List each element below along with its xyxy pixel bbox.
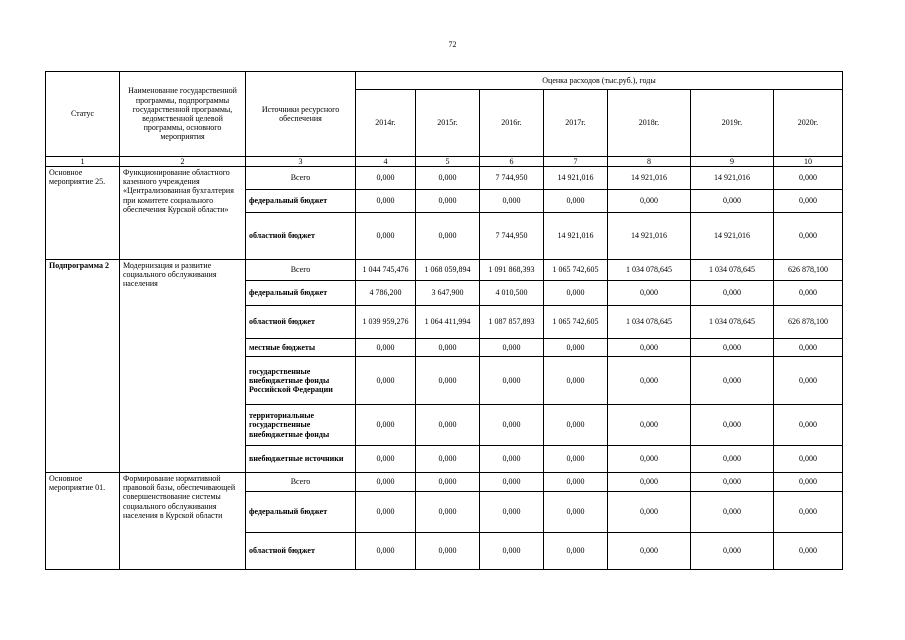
value-cell: 0,000 <box>356 446 416 473</box>
value-cell: 0,000 <box>774 492 843 533</box>
column-number: 2 <box>120 157 246 167</box>
value-cell: 0,000 <box>691 492 774 533</box>
value-cell: 0,000 <box>544 281 608 306</box>
value-cell: 0,000 <box>608 492 691 533</box>
value-cell: 626 878,100 <box>774 260 843 281</box>
header-row-1 <box>46 72 843 90</box>
column-number-row <box>46 157 843 167</box>
column-number: 10 <box>774 157 843 167</box>
value-cell: 0,000 <box>774 446 843 473</box>
value-cell: 0,000 <box>416 357 480 405</box>
value-cell: 0,000 <box>544 473 608 492</box>
header-year: 2014г. <box>356 90 416 157</box>
value-cell: 0,000 <box>774 533 843 570</box>
value-cell: 0,000 <box>544 533 608 570</box>
value-cell: 0,000 <box>608 339 691 357</box>
value-cell: 0,000 <box>774 357 843 405</box>
value-cell: 0,000 <box>608 405 691 446</box>
source-cell: Всего <box>246 167 356 190</box>
value-cell: 0,000 <box>774 281 843 306</box>
value-cell: 0,000 <box>416 473 480 492</box>
column-number: 8 <box>608 157 691 167</box>
value-cell: 0,000 <box>544 492 608 533</box>
header-year: 2016г. <box>480 90 544 157</box>
value-cell: 1 087 857,893 <box>480 306 544 339</box>
value-cell: 0,000 <box>691 405 774 446</box>
value-cell: 0,000 <box>774 167 843 190</box>
column-number: 5 <box>416 157 480 167</box>
value-cell: 1 068 059,894 <box>416 260 480 281</box>
value-cell: 14 921,016 <box>691 167 774 190</box>
table-row <box>46 473 843 492</box>
value-cell: 0,000 <box>774 473 843 492</box>
column-number: 3 <box>246 157 356 167</box>
value-cell: 0,000 <box>480 190 544 213</box>
source-cell: внебюджетные источники <box>246 446 356 473</box>
value-cell: 0,000 <box>356 473 416 492</box>
value-cell: 7 744,950 <box>480 167 544 190</box>
source-cell: местные бюджеты <box>246 339 356 357</box>
value-cell: 0,000 <box>416 213 480 260</box>
header-year: 2017г. <box>544 90 608 157</box>
value-cell: 4 010,500 <box>480 281 544 306</box>
value-cell: 4 786,200 <box>356 281 416 306</box>
column-number: 7 <box>544 157 608 167</box>
page-number: 72 <box>448 40 457 49</box>
value-cell: 0,000 <box>416 339 480 357</box>
value-cell: 0,000 <box>691 281 774 306</box>
value-cell: 0,000 <box>608 473 691 492</box>
column-number: 4 <box>356 157 416 167</box>
column-number: 6 <box>480 157 544 167</box>
source-cell: федеральный бюджет <box>246 492 356 533</box>
value-cell: 0,000 <box>691 473 774 492</box>
value-cell: 0,000 <box>691 446 774 473</box>
header-year: 2015г. <box>416 90 480 157</box>
value-cell: 3 647,900 <box>416 281 480 306</box>
header-year: 2018г. <box>608 90 691 157</box>
value-cell: 0,000 <box>356 190 416 213</box>
value-cell: 0,000 <box>480 473 544 492</box>
value-cell: 0,000 <box>480 357 544 405</box>
value-cell: 0,000 <box>774 339 843 357</box>
source-cell: федеральный бюджет <box>246 281 356 306</box>
value-cell: 0,000 <box>480 446 544 473</box>
value-cell: 1 034 078,645 <box>608 260 691 281</box>
source-cell: Всего <box>246 260 356 281</box>
header-year: 2019г. <box>691 90 774 157</box>
source-cell: территориальные государственные внебюджетные фонды <box>246 405 356 446</box>
budget-table <box>45 71 843 570</box>
value-cell: 0,000 <box>691 190 774 213</box>
value-cell: 0,000 <box>544 446 608 473</box>
value-cell: 0,000 <box>480 492 544 533</box>
value-cell: 1 065 742,605 <box>544 306 608 339</box>
status-cell: Подпрограмма 2 <box>46 260 120 473</box>
value-cell: 1 034 078,645 <box>691 306 774 339</box>
column-number: 1 <box>46 157 120 167</box>
column-number: 9 <box>691 157 774 167</box>
value-cell: 14 921,016 <box>544 167 608 190</box>
value-cell: 0,000 <box>356 339 416 357</box>
value-cell: 1 039 959,276 <box>356 306 416 339</box>
value-cell: 0,000 <box>544 339 608 357</box>
value-cell: 0,000 <box>356 167 416 190</box>
table-row <box>46 167 843 190</box>
value-cell: 0,000 <box>416 533 480 570</box>
source-cell: областной бюджет <box>246 533 356 570</box>
value-cell: 0,000 <box>608 281 691 306</box>
status-cell: Основное мероприятие 25. <box>46 167 120 260</box>
value-cell: 0,000 <box>691 533 774 570</box>
value-cell: 0,000 <box>691 357 774 405</box>
source-cell: областной бюджет <box>246 306 356 339</box>
value-cell: 0,000 <box>480 533 544 570</box>
value-cell: 0,000 <box>544 405 608 446</box>
status-cell: Основное мероприятие 01. <box>46 473 120 570</box>
value-cell: 0,000 <box>608 533 691 570</box>
value-cell: 0,000 <box>356 405 416 446</box>
value-cell: 0,000 <box>774 190 843 213</box>
table-row <box>46 260 843 281</box>
value-cell: 1 044 745,476 <box>356 260 416 281</box>
header-year: 2020г. <box>774 90 843 157</box>
value-cell: 0,000 <box>416 405 480 446</box>
value-cell: 1 091 868,393 <box>480 260 544 281</box>
name-cell: Формирование нормативной правовой базы, обеспечивающей совершенствование системы социального обслуживания населения в Курской области <box>120 473 246 570</box>
value-cell: 0,000 <box>356 533 416 570</box>
value-cell: 1 034 078,645 <box>608 306 691 339</box>
value-cell: 0,000 <box>480 405 544 446</box>
value-cell: 0,000 <box>544 190 608 213</box>
value-cell: 0,000 <box>608 357 691 405</box>
value-cell: 14 921,016 <box>691 213 774 260</box>
value-cell: 0,000 <box>774 405 843 446</box>
source-cell: Всего <box>246 473 356 492</box>
value-cell: 7 744,950 <box>480 213 544 260</box>
value-cell: 0,000 <box>416 492 480 533</box>
header-sources: Источники ресурсного обеспечения <box>246 72 356 157</box>
value-cell: 0,000 <box>480 339 544 357</box>
value-cell: 0,000 <box>608 446 691 473</box>
value-cell: 0,000 <box>416 167 480 190</box>
value-cell: 0,000 <box>356 213 416 260</box>
value-cell: 0,000 <box>416 190 480 213</box>
source-cell: федеральный бюджет <box>246 190 356 213</box>
value-cell: 0,000 <box>356 357 416 405</box>
value-cell: 0,000 <box>691 339 774 357</box>
value-cell: 0,000 <box>416 446 480 473</box>
value-cell: 626 878,100 <box>774 306 843 339</box>
value-cell: 14 921,016 <box>608 213 691 260</box>
source-cell: областной бюджет <box>246 213 356 260</box>
value-cell: 0,000 <box>356 492 416 533</box>
value-cell: 1 065 742,605 <box>544 260 608 281</box>
value-cell: 0,000 <box>774 213 843 260</box>
value-cell: 0,000 <box>608 190 691 213</box>
value-cell: 1 064 411,994 <box>416 306 480 339</box>
header-status: Статус <box>46 72 120 157</box>
header-estimate: Оценка расходов (тыс.руб.), годы <box>356 72 843 90</box>
value-cell: 1 034 078,645 <box>691 260 774 281</box>
name-cell: Модернизация и развитие социального обслуживания населения <box>120 260 246 473</box>
value-cell: 14 921,016 <box>608 167 691 190</box>
source-cell: государственные внебюджетные фонды Российской Федерации <box>246 357 356 405</box>
header-name: Наименование государственной программы, подпрограммы государственной программы, ведомственной целевой программы, основного мероприятия <box>120 72 246 157</box>
name-cell: Функционирование областного казенного учреждения «Централизованная бухгалтерия при комитете социального обеспечения Курской области» <box>120 167 246 260</box>
value-cell: 0,000 <box>544 357 608 405</box>
value-cell: 14 921,016 <box>544 213 608 260</box>
